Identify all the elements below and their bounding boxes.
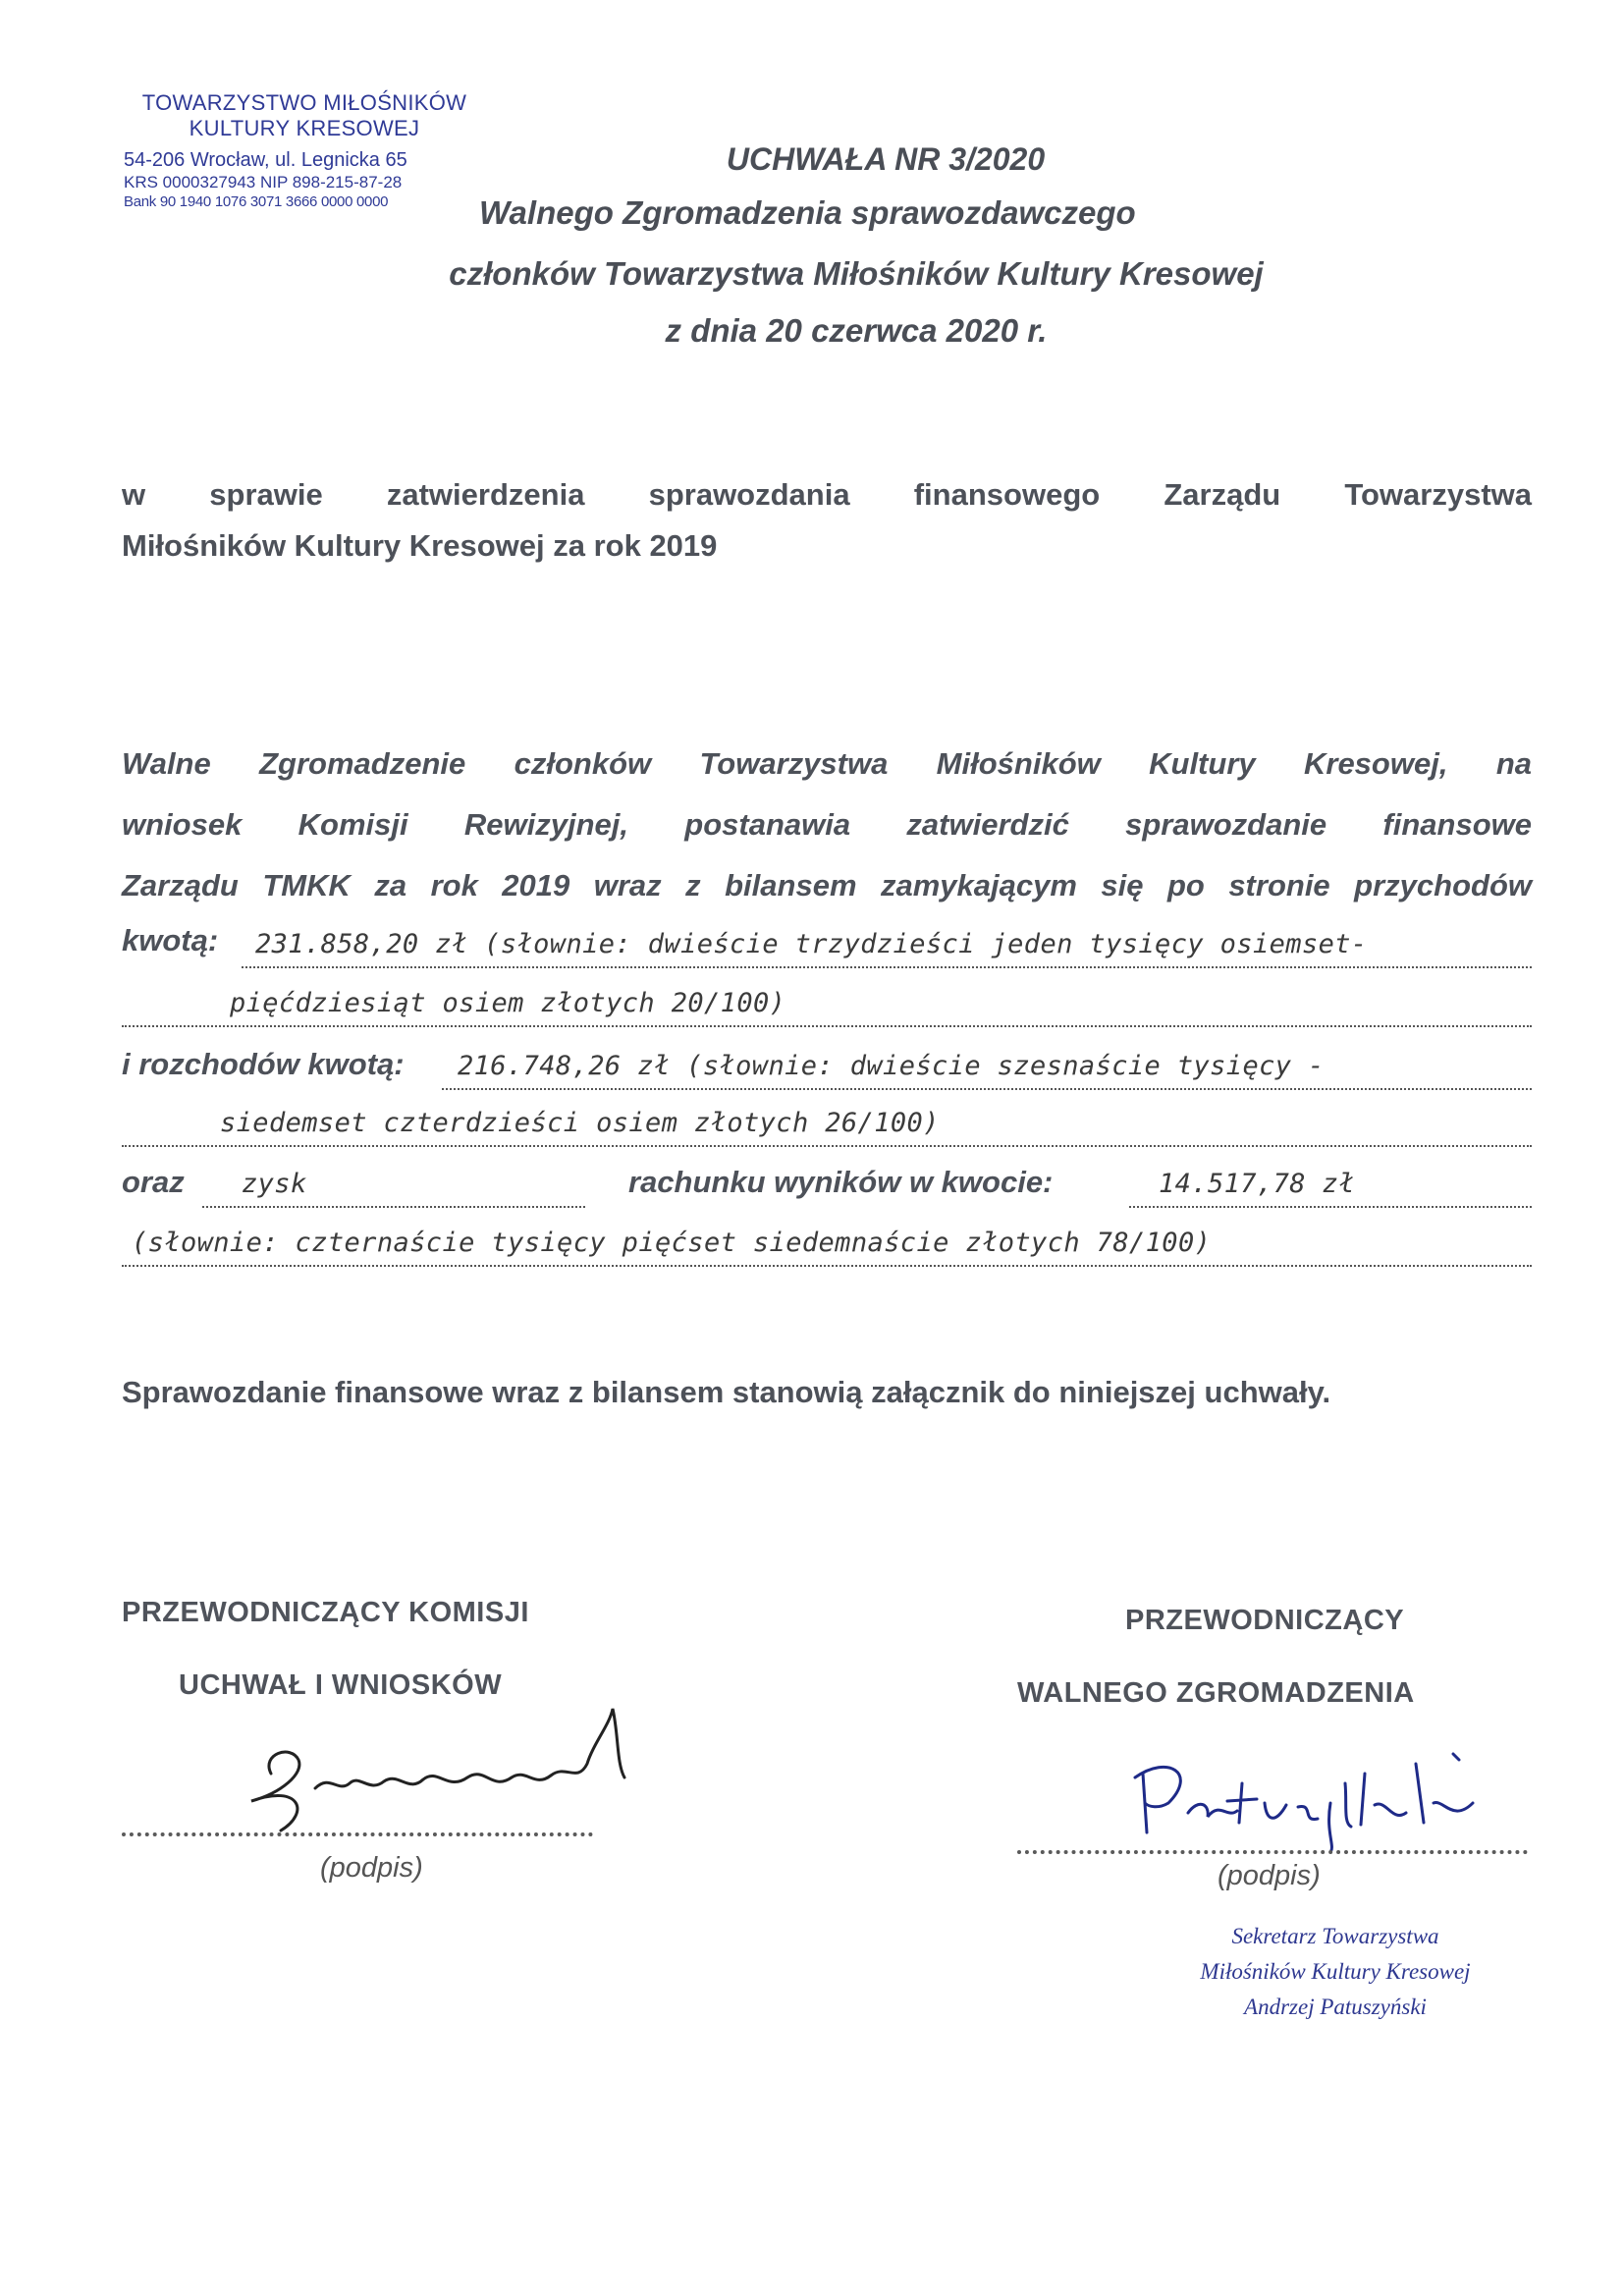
secretary-line1: Sekretarz Towarzystwa	[1231, 1924, 1439, 1948]
profit-handwritten: zysk	[242, 1169, 307, 1199]
income-handwritten-1: 231.858,20 zł (słownie: dwieście trzydzieści jeden tysięcy osiemset-	[255, 929, 1368, 959]
stamp-bank: Bank 90 1940 1076 3071 3666 0000 0000	[124, 193, 389, 210]
right-signer-title2: WALNEGO ZGROMADZENIA	[1017, 1677, 1415, 1709]
expense-fill-line2	[122, 1110, 1532, 1147]
expense-handwritten-2: siedemset czterdzieści osiem złotych 26/100)	[220, 1108, 940, 1138]
profit-fill	[202, 1171, 585, 1208]
expense-handwritten-1: 216.748,26 zł (słownie: dwieście szesnaście tysięcy -	[458, 1051, 1325, 1081]
expense-fill-line1	[442, 1051, 1532, 1090]
stamp-ids: KRS 0000327943 NIP 898-215-87-28	[124, 173, 403, 191]
secretary-line3: Andrzej Patuszyński	[1244, 1995, 1427, 2019]
right-handwritten-signature	[1129, 1744, 1483, 1852]
result-words-fill	[122, 1228, 1532, 1267]
left-podpis-label: (podpis)	[320, 1852, 423, 1884]
result-handwritten: 14.517,78 zł	[1159, 1169, 1355, 1199]
resolution-number: UCHWAŁA NR 3/2020	[726, 141, 1046, 177]
resolution-date: z dnia 20 czerwca 2020 r.	[665, 312, 1048, 349]
right-signer-title1: PRZEWODNICZĄCY	[1125, 1605, 1405, 1636]
secretary-line2: Miłośników Kultury Kresowej	[1200, 1959, 1471, 1984]
right-podpis-label: (podpis)	[1218, 1860, 1321, 1891]
income-handwritten-2: pięćdziesiąt osiem złotych 20/100)	[230, 988, 786, 1018]
income-fill-line1	[242, 929, 1532, 968]
body-line2: wniosek Komisji Rewizyjnej, postanawia zatwierdzić sprawozdanie finansowe	[122, 807, 1532, 842]
right-signature-line	[1017, 1850, 1528, 1854]
oraz-label: oraz	[122, 1165, 185, 1199]
stamp-org-line1: TOWARZYSTWO MIŁOŚNIKÓW	[141, 90, 467, 115]
body-line1: Walne Zgromadzenie członków Towarzystwa Miłośników Kultury Kresowej, na	[122, 746, 1532, 781]
secretary-stamp	[1129, 1919, 1542, 2025]
income-label: kwotą:	[122, 923, 219, 957]
body-line3: Zarządu TMKK za rok 2019 wraz z bilansem zamykającym się po stronie przychodów	[122, 868, 1532, 902]
subject-line2: Miłośników Kultury Kresowej za rok 2019	[122, 528, 718, 563]
left-signer-title1: PRZEWODNICZĄCY KOMISJI	[122, 1597, 529, 1628]
result-words-handwritten: (słownie: czternaście tysięcy pięćset siedemnaście złotych 78/100)	[132, 1228, 1212, 1258]
closing-statement: Sprawozdanie finansowe wraz z bilansem stanowią załącznik do niniejszej uchwały.	[122, 1375, 1331, 1409]
resolution-subject	[122, 469, 1532, 572]
resolution-body: Walnego Zgromadzenia sprawozdawczego	[479, 194, 1136, 231]
left-signer-title2: UCHWAŁ I WNIOSKÓW	[179, 1669, 503, 1701]
left-signature-line	[122, 1832, 593, 1836]
stamp-address: 54-206 Wrocław, ul. Legnicka 65	[124, 149, 407, 171]
income-fill-line2	[122, 990, 1532, 1027]
left-handwritten-signature	[222, 1695, 634, 1832]
stamp-org-line2: KULTURY KRESOWEJ	[189, 116, 420, 140]
expense-label: i rozchodów kwotą:	[122, 1047, 405, 1081]
result-fill	[1129, 1171, 1532, 1208]
resolution-members: członków Towarzystwa Miłośników Kultury Kresowej	[449, 255, 1264, 292]
result-label: rachunku wyników w kwocie:	[628, 1165, 1054, 1199]
subject-line1: w sprawie zatwierdzenia sprawozdania finansowego Zarządu Towarzystwa	[122, 477, 1532, 512]
